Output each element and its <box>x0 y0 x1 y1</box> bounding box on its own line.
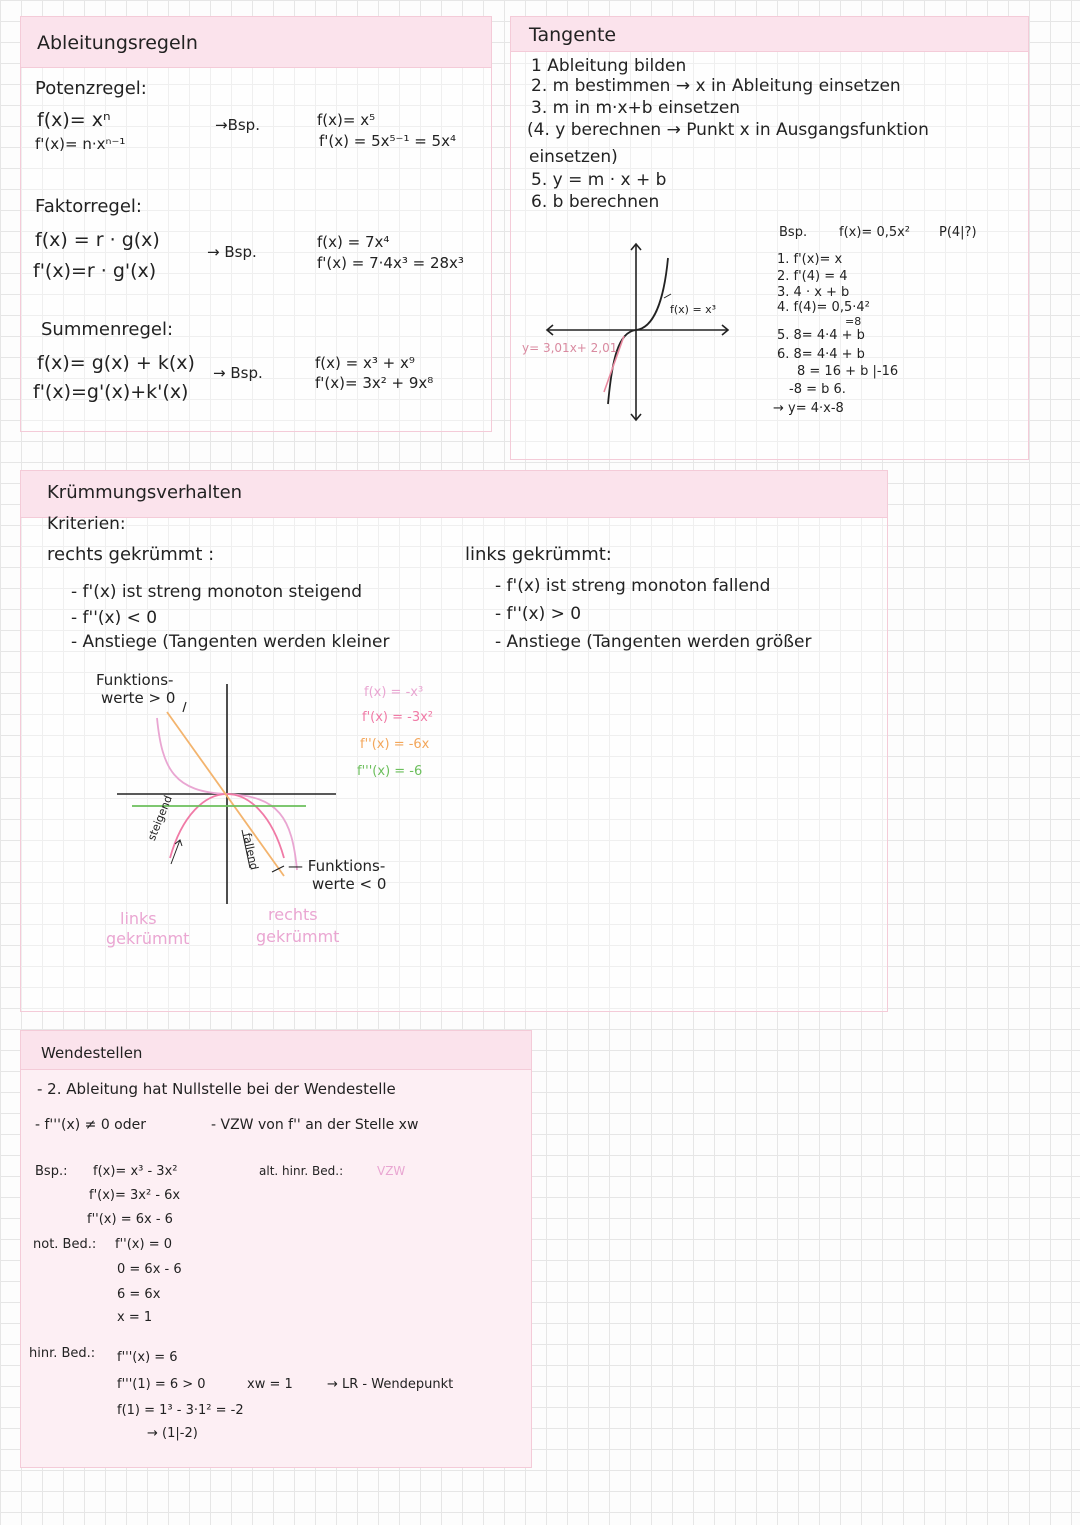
wendestellen-bsp-fsecond: f''(x) = 6x - 6 <box>87 1212 173 1227</box>
wendestellen-hinr-xw: xw = 1 <box>247 1377 293 1392</box>
tangente-bsp-line-5: 5. 8= 4·4 + b <box>777 328 865 343</box>
wendestellen-alt-bed: alt. hinr. Bed.: <box>259 1164 344 1178</box>
tangente-bsp-head: Bsp. <box>779 225 808 240</box>
wendestellen-hinr-point: → (1|-2) <box>147 1426 198 1441</box>
tangente-bsp-point: P(4|?) <box>939 225 977 240</box>
wendestellen-title: Wendestellen <box>41 1044 143 1062</box>
faktorregel-fprime: f'(x)=r · g'(x) <box>33 260 157 282</box>
links-item-1: - f'(x) ist streng monoton fallend <box>495 576 771 596</box>
tangente-title: Tangente <box>529 24 617 46</box>
tangente-step-3: 3. m in m·x+b einsetzen <box>531 98 741 118</box>
tangente-bsp-line-3: 3. 4 · x + b <box>777 285 850 300</box>
legend-f-second: f''(x) = -6x <box>360 737 430 752</box>
links-item-2: - f''(x) > 0 <box>495 604 582 624</box>
wendestellen-hinr-2: f'''(1) = 6 > 0 <box>117 1377 206 1392</box>
legend-f: f(x) = -x³ <box>364 685 424 700</box>
steigend-label: steigend <box>145 793 175 843</box>
wendestellen-hinr-1: f'''(x) = 6 <box>117 1350 178 1365</box>
tangente-step-5: 5. y = m · x + b <box>531 170 667 190</box>
wendestellen-hinr-result: → LR - Wendepunkt <box>327 1377 454 1392</box>
tangente-bsp-line-6: 6. 8= 4·4 + b <box>777 347 865 362</box>
fw-neg-line1: — Funktions- <box>288 857 386 875</box>
faktorregel-bsp-fprime: f'(x) = 7·4x³ = 28x³ <box>317 254 464 272</box>
faktorregel-bsp-f: f(x) = 7x⁴ <box>317 233 390 251</box>
rechts-item-3: - Anstiege (Tangenten werden kleiner <box>71 632 390 652</box>
rechts-gekruemmt-label-2: gekrümmt <box>256 927 340 946</box>
links-gekruemmt-head: links gekrümmt: <box>465 544 612 565</box>
wendestellen-not-2: 0 = 6x - 6 <box>117 1262 182 1277</box>
legend-f-third: f'''(x) = -6 <box>357 764 423 779</box>
tangente-step-1: 1 Ableitung bilden <box>531 56 687 76</box>
kruemmung-title: Krümmungsverhalten <box>47 482 243 503</box>
summenregel-fprime: f'(x)=g'(x)+k'(x) <box>33 381 189 403</box>
rechts-item-2: - f''(x) < 0 <box>71 608 158 628</box>
wendestellen-line-2b: - VZW von f'' an der Stelle xw <box>211 1117 419 1133</box>
rechts-gekruemmt-head: rechts gekrümmt : <box>47 544 215 565</box>
tangente-step-4b: einsetzen) <box>529 147 618 167</box>
ableitungsregeln-title: Ableitungsregeln <box>37 32 198 54</box>
fw-neg-line2: werte < 0 <box>312 875 387 893</box>
rechts-item-1: - f'(x) ist streng monoton steigend <box>71 582 363 602</box>
potenzregel-fprime: f'(x)= n·xⁿ⁻¹ <box>35 135 126 153</box>
links-gekruemmt-label-2: gekrümmt <box>106 929 190 948</box>
tangente-bsp-line-1: 1. f'(x)= x <box>777 252 843 267</box>
tangente-bsp-line-7: 8 = 16 + b |-16 <box>797 364 899 379</box>
tangente-bsp-func: f(x)= 0,5x² <box>839 225 911 240</box>
wendestellen-box <box>20 1030 532 1468</box>
tangente-tangent-label: y= 3,01x+ 2,01 <box>522 341 618 355</box>
potenzregel-bsp-fprime: f'(x) = 5x⁵⁻¹ = 5x⁴ <box>319 132 456 150</box>
wendestellen-bsp-fprime: f'(x)= 3x² - 6x <box>89 1188 181 1203</box>
potenzregel-bsp-f: f(x)= x⁵ <box>317 111 376 129</box>
potenzregel-title: Potenzregel: <box>35 78 147 99</box>
faktorregel-f: f(x) = r · g(x) <box>35 229 160 251</box>
potenzregel-bsp-arrow: →Bsp. <box>215 116 260 134</box>
tangente-step-6: 6. b berechnen <box>531 192 660 212</box>
tangente-bsp-line-9: → y= 4·x-8 <box>773 401 844 416</box>
wendestellen-not-1: f''(x) = 0 <box>115 1237 172 1252</box>
kruemmung-kriterien: Kriterien: <box>47 514 126 534</box>
tangente-step-4: (4. y berechnen → Punkt x in Ausgangsfunktion <box>527 120 929 140</box>
rechts-gekruemmt-label-1: rechts <box>268 905 318 924</box>
fw-pos-line2: werte > 0 <box>101 689 176 707</box>
tangente-bsp-line-4: 4. f(4)= 0,5·4² <box>777 300 870 315</box>
wendestellen-line-1: - 2. Ableitung hat Nullstelle bei der Wendestelle <box>37 1080 396 1098</box>
legend-f-prime: f'(x) = -3x² <box>362 710 434 725</box>
wendestellen-not-bed: not. Bed.: <box>33 1237 97 1252</box>
tangente-bsp-line-2: 2. f'(4) = 4 <box>777 269 848 284</box>
fallend-label: fallend <box>240 831 261 872</box>
tangente-step-2: 2. m bestimmen → x in Ableitung einsetzen <box>531 76 901 96</box>
summenregel-title: Summenregel: <box>41 319 174 340</box>
fw-pos-line1: Funktions- <box>96 671 174 689</box>
summenregel-bsp-arrow: → Bsp. <box>213 364 263 382</box>
links-gekruemmt-label-1: links <box>120 909 157 928</box>
tangente-bsp-line-4b: =8 <box>845 315 862 328</box>
summenregel-f: f(x)= g(x) + k(x) <box>37 352 195 374</box>
tangente-graph-label: f(x) = x³ <box>670 303 717 316</box>
links-item-3: - Anstiege (Tangenten werden größer <box>495 632 812 652</box>
wendestellen-bsp: Bsp.: <box>35 1164 68 1179</box>
summenregel-bsp-f: f(x) = x³ + x⁹ <box>315 354 415 372</box>
faktorregel-title: Faktorregel: <box>35 196 142 217</box>
wendestellen-not-4: x = 1 <box>117 1310 153 1325</box>
wendestellen-not-3: 6 = 6x <box>117 1287 161 1302</box>
faktorregel-bsp-arrow: → Bsp. <box>207 243 257 261</box>
wendestellen-line-2a: - f'''(x) ≠ 0 oder <box>35 1117 146 1133</box>
tangente-bsp-line-8: -8 = b 6. <box>789 382 846 397</box>
summenregel-bsp-fprime: f'(x)= 3x² + 9x⁸ <box>315 374 434 392</box>
wendestellen-vzw: VZW <box>377 1164 406 1178</box>
wendestellen-hinr-bed: hinr. Bed.: <box>29 1346 96 1361</box>
potenzregel-f: f(x)= xⁿ <box>37 109 111 131</box>
wendestellen-hinr-fvalue: f(1) = 1³ - 3·1² = -2 <box>117 1403 244 1418</box>
wendestellen-bsp-f: f(x)= x³ - 3x² <box>93 1164 178 1179</box>
fw-pos-leader <box>183 702 186 712</box>
